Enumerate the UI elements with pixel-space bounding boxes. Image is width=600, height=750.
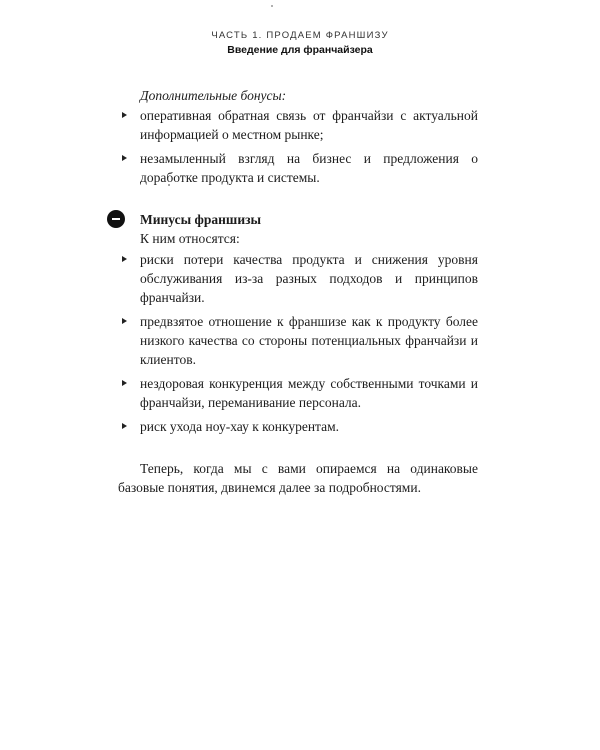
cons-title: Минусы франшизы xyxy=(140,212,262,227)
cons-intro: К ним относятся: xyxy=(140,231,240,246)
bullet-triangle-icon xyxy=(122,423,127,429)
bullet-triangle-icon xyxy=(122,155,127,161)
running-header-part: ЧАСТЬ 1. ПРОДАЕМ ФРАНШИЗУ xyxy=(211,30,389,41)
cons-heading xyxy=(118,210,478,229)
list-item-text: предвзятое отношение к франшизе как к продукту более низкого качества со стороны потенциальных франчайзи и клиентов. xyxy=(140,314,478,367)
list-item xyxy=(118,106,478,144)
minus-circle-icon xyxy=(107,210,125,228)
running-header-chapter: Введение для франчайзера xyxy=(227,44,373,56)
bonuses-label: Дополнительные бонусы: xyxy=(140,88,287,103)
closing-paragraph: Теперь, когда мы с вами опираемся на одинаковые базовые понятия, двинемся далее за подробностями. xyxy=(118,461,478,495)
list-item xyxy=(118,312,478,369)
list-item-text: оперативная обратная связь от франчайзи с актуальной информацией о местном рынке; xyxy=(140,108,478,142)
page-body xyxy=(118,86,478,497)
list-item xyxy=(118,374,478,412)
list-item-text: незамыленный взгляд на бизнес и предложения о доработке продукта и системы. xyxy=(140,151,478,185)
list-item xyxy=(118,417,478,436)
bullet-triangle-icon xyxy=(122,380,127,386)
list-item xyxy=(118,149,478,187)
bullet-triangle-icon xyxy=(122,256,127,262)
bullet-triangle-icon xyxy=(122,112,127,118)
speck xyxy=(271,5,273,7)
list-item-text: риск ухода ноу-хау к конкурентам. xyxy=(140,419,340,434)
list-item-text: нездоровая конкуренция между собственными точками и франчайзи, переманивание персонала. xyxy=(140,376,478,410)
cons-list xyxy=(118,250,478,436)
bonuses-list xyxy=(118,106,478,187)
list-item-text: риски потери качества продукта и снижения уровня обслуживания из-за разных подходов и принципов франчайзи. xyxy=(140,252,478,305)
list-item xyxy=(118,250,478,307)
bullet-triangle-icon xyxy=(122,318,127,324)
